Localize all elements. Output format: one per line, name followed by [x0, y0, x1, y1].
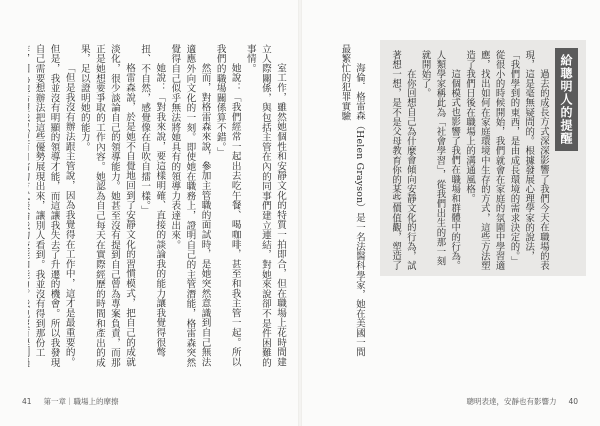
- bio-name-en: （Helen Grayson）: [354, 120, 365, 213]
- paragraph: 「但是我沒有辦法跟主管說，因為我覺得在工作中，這才是最重要的。但是，我並沒有明顯的領導才能，而這讓我失去了升遷的機會。所以我發現自己需要想辦法把這些優勢展現出來，讓別人看到。我並沒有得到那份工: [33, 44, 75, 368]
- bio-paragraph: [337, 44, 366, 364]
- page-number: 40: [568, 397, 578, 406]
- running-head-title: 聰明表達，安靜也有影響力: [466, 397, 557, 406]
- left-page: [0, 0, 298, 426]
- left-page-body: [28, 44, 288, 374]
- bio-description: 是一名法醫科學家，她在美國一間最繁忙的犯罪實驗: [339, 44, 365, 357]
- tip-text: [388, 50, 550, 272]
- tip-paragraph: 在你回想自己為什麼會傾向安靜文化的行為，試著想一想，是不是父母教育你的某些價值觀，塑造了: [390, 50, 416, 271]
- tip-paragraph: 這個模式也影響了我們在職場和群體中的行為。人類學家稱此為「社會學習」，從我們出生的那一刻就開始了。: [419, 50, 461, 271]
- tip-title: 給聰明人的提醒: [555, 48, 578, 151]
- paragraph: 室工作，雖然她個性和安靜文化的特質一拍即合，但在職場上花時間建立人際關係，與包括主管在內的同事們建立連結，對她來說卻不是件困難的事情。: [244, 44, 286, 368]
- tip-paragraph: 過去的成長方式深深影響了我們今天在職場的表現，這是毫無疑問的。根據發展心理學家的說法，「我們學到的東西，是由成長環境的需求決定的。」從很小的時候開始，我們就會在家庭的氛圍中學習適應，找出如何在家庭環境中生存的方式，這些方法塑造了我們日後在職場上的溝通風格。: [464, 50, 549, 271]
- paragraph: 然而，對格雷森來說，參加主管職的面試時，是她突然意識到自己無法適應外向文化的一刻。即使她在職務上，證明自己的主管潛能，格雷森突然覺得自己似乎無法將她具有的領導力表達出來。: [169, 44, 211, 368]
- bio-name: 海倫．格雷森: [354, 62, 365, 121]
- paragraph: 她說：「我們經常一起出去吃午餐、喝咖啡，甚至和我主管一起。所以我們的職場關係算不錯。」: [214, 44, 241, 367]
- running-head-chapter: 第一章｜職場上的摩擦: [43, 397, 119, 406]
- right-folio: [466, 396, 578, 407]
- left-folio: [22, 396, 119, 407]
- bio-text: [334, 44, 366, 364]
- right-page: [302, 0, 600, 426]
- page-number: 41: [22, 397, 32, 406]
- paragraph: 格雷森說，於是她不自覺地回到了安靜文化的習慣模式，把自己的成就淡化，很少談論自己的領導能力。她甚至沒有提到自己曾為專案負責，而那正是她想要爭取的工作內容。她認為自己每天在實際經歷的時間和產出的成果，足以證明她的能力。: [78, 44, 136, 368]
- tip-box: [380, 40, 586, 276]
- paragraph: 她說：「對我來說，要這樣明確、直接的談論我的能力讓我覺得很彆扭、不自然，感覺像在自吹自擂一樣。」: [139, 44, 166, 358]
